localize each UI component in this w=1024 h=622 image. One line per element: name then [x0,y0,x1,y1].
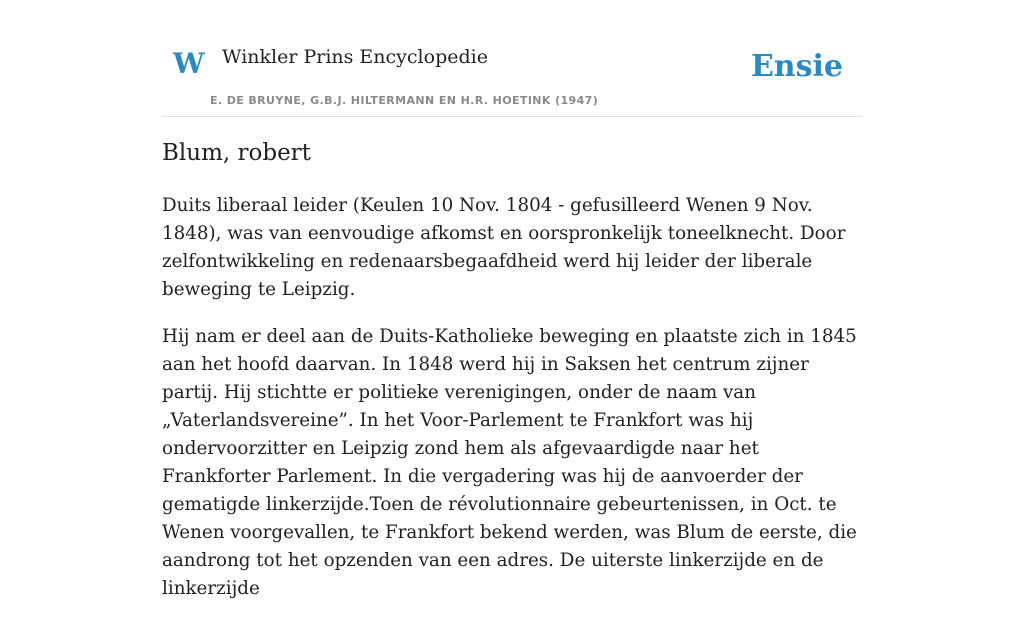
publication-authors: E. DE BRUYNE, G.B.J. HILTERMANN EN H.R. HOETINK (1947) [210,94,599,107]
article-paragraph: Hij nam er deel aan de Duits-Katholieke beweging en plaatste zich in 1845 aan het hoofd daarvan. In 1848 werd hij in Saksen het centrum zijner partij. Hij stichtte er politieke verenigingen, onder de naam van „Vaterlandsvereine”. In het Voor-Parlement te Frankfort was hij ondervoorzitter en Leipzig zond hem als afgevaardigde naar het Frankforter Parlement. In die vergadering was hij de aanvoerder der gematigde linkerzijde.Toen de révolutionnaire gebeurtenissen, in Oct. te Wenen voorgevallen, te Frankfort bekend werden, was Blum de eerste, die aandrong tot het opzenden van een adres. De uiterste linkerzijde en de linkerzijde [162,326,857,599]
article-paragraph: Duits liberaal leider (Keulen 10 Nov. 1804 - gefusilleerd Wenen 9 Nov. 1848), was van eenvoudige afkomst en oorspronkelijk toneelknecht. Door zelfontwikkeling en redenaarsbegaafdheid werd hij leider der liberale beweging te Leipzig. [162,195,846,300]
winkler-prins-logo-icon[interactable]: W [173,47,205,80]
publication-title[interactable]: Winkler Prins Encyclopedie [222,46,488,68]
article-title: Blum, robert [162,140,311,166]
header [162,0,862,117]
ensie-logo[interactable]: Ensie [750,49,843,84]
article-body [162,192,862,622]
